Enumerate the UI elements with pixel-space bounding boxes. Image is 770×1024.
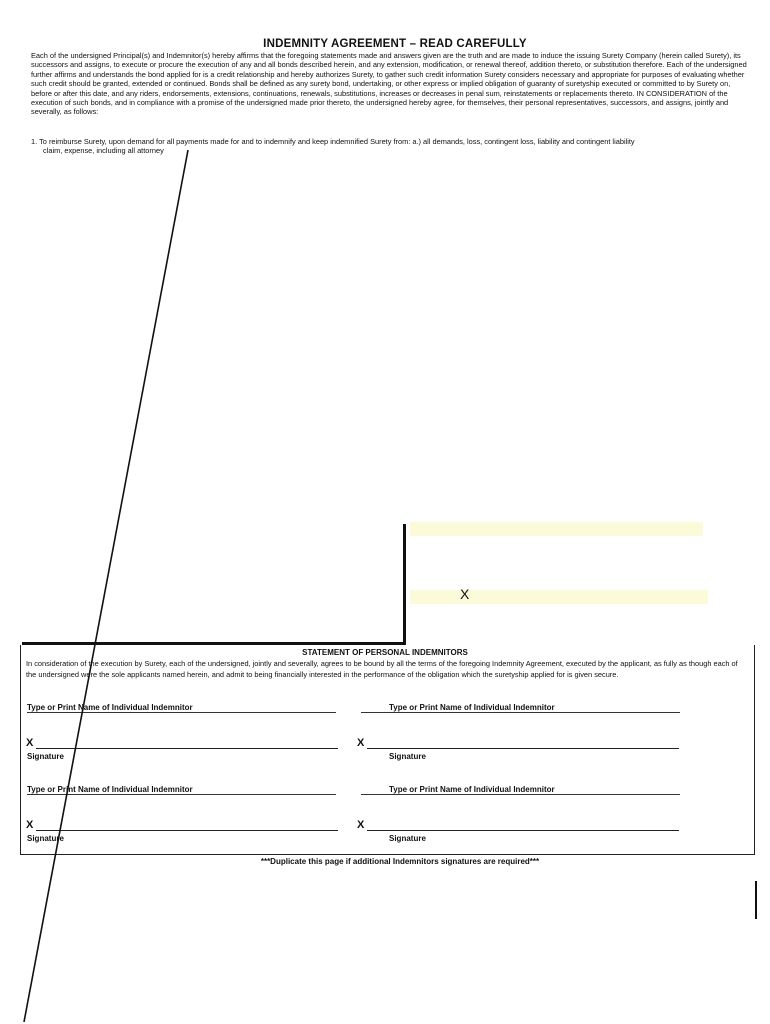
indemnitor-1-signature-label: Signature (27, 752, 64, 761)
indemnitor-1-name-label: Type or Print Name of Individual Indemnitor (27, 703, 193, 712)
indemnitor-3-signature-label: Signature (27, 834, 64, 843)
indemnitor-2-signature-label: Signature (389, 752, 426, 761)
duplicate-page-note: ***Duplicate this page if additional Indemnitors signatures are required*** (260, 857, 540, 866)
indemnitor-4-signature-label: Signature (389, 834, 426, 843)
indemnitor-3-name-label: Type or Print Name of Individual Indemnitor (27, 785, 193, 794)
indemnitor-4-signature-x: X (357, 819, 365, 831)
indemnitor-1-signature-x: X (26, 737, 34, 749)
indemnitor-2-signature-x: X (357, 737, 365, 749)
indemnitor-2-name-label: Type or Print Name of Individual Indemnitor (389, 703, 555, 712)
document-title: INDEMNITY AGREEMENT – READ CAREFULLY (263, 38, 527, 50)
principal-signature-x: X (460, 586, 470, 602)
statement-text: In consideration of the execution by Surety, each of the undersigned, jointly and severally, agrees to be bound by all the terms of the foregoing Indemnity Agreement, executed by the applicant, as fully as though each of the undersigned were the sole applicants named herein, and admit to being financially interested in the performance of the obligation which the suretyship applied for is given secure. (26, 659, 738, 679)
item-1-line-1: 1. To reimburse Surety, upon demand for all payments made for and to indemnify and keep indemnified Surety from: a.) all demands, loss, contingent loss, liability and contingent liability (31, 137, 635, 146)
indemnitor-3-signature-x: X (26, 819, 34, 831)
item-1-line-2: claim, expense, including all attorney (43, 146, 164, 156)
indemnitor-4-name-label: Type or Print Name of Individual Indemnitor (389, 785, 555, 794)
agreement-intro-paragraph: Each of the undersigned Principal(s) and Indemnitor(s) hereby affirms that the foregoing statements made and answers given are the truth and are made to induce the issuing Surety Company (herein called Surety), its successors and assigns, to execute or procure the execution of any and all bonds described herein, and any extension, modification, or renewal thereof, addition thereto, or substitution therefore. Each of the undersigned further affirms and understands the bond applied for is a credit relationship and hereby authorizes Surety, to gather such credit information Surety considers necessary and appropriate for purposes of evaluating whether such credit should be granted, extended or continued. Bonds shall be defined as any surety bond, undertaking, or other express or implied obligation of guaranty of suretyship executed or committed to by Surety on, before or after this date, and any riders, endorsements, extensions, continuations, renewals, substitutions, increases or decreases in penal sum, reinstatements or replacements thereto. IN CONSIDERATION of the execution of such bonds, and in compliance with a promise of the undersigned made prior thereto, the undersigned hereby agree, for themselves, their personal representatives, successors, and assigns, jointly and severally, as follows: (31, 51, 747, 117)
statement-title: STATEMENT OF PERSONAL INDEMNITORS (302, 648, 468, 657)
